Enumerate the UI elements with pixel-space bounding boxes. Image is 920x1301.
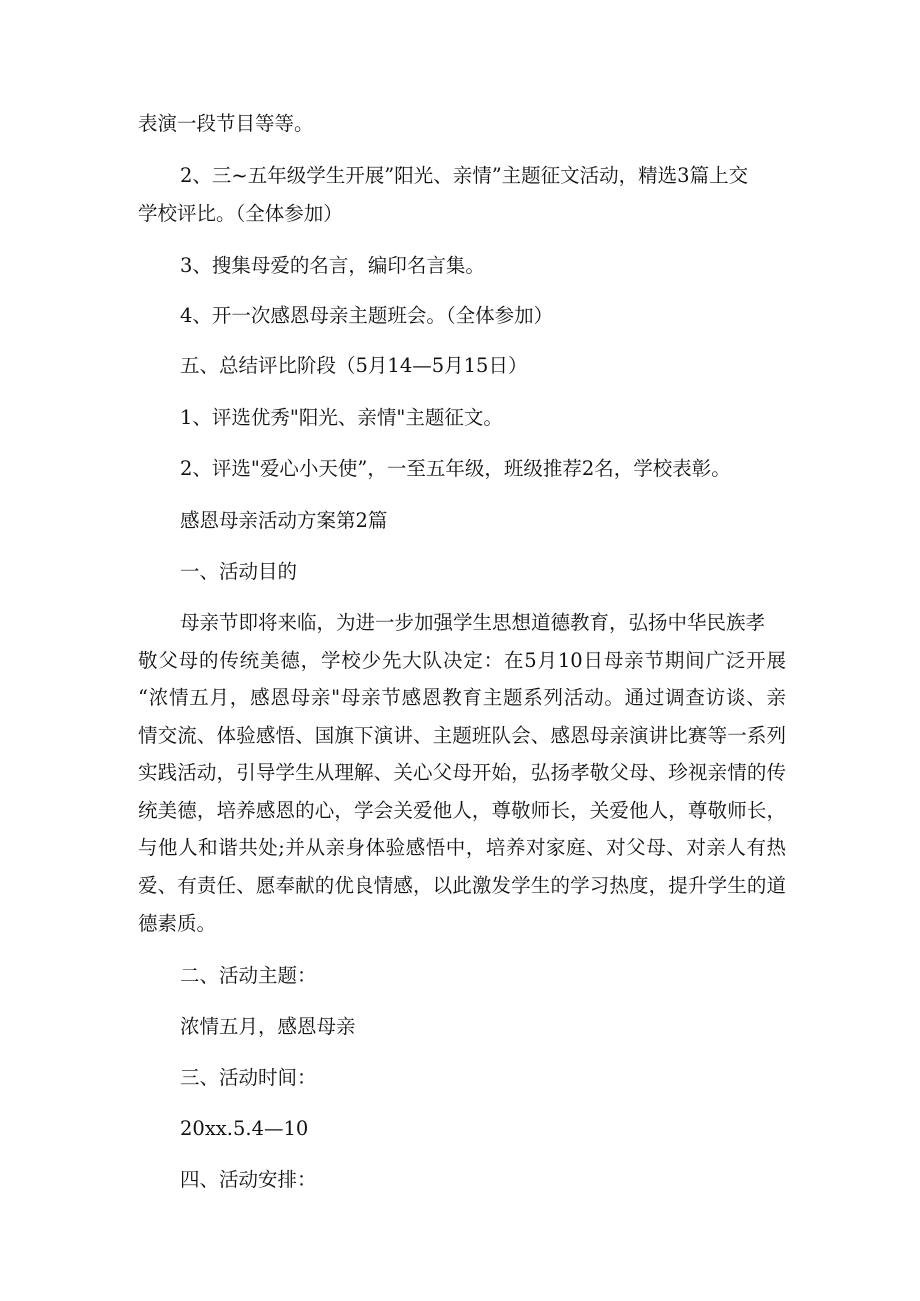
paragraph-line: 爱、有责任、愿奉献的优良情感，以此激发学生的学习热度，提升学生的道 — [138, 874, 786, 897]
section-heading: 二、活动主题： — [180, 964, 317, 987]
paragraph-line: 统美德，培养感恩的心，学会关爱他人，尊敬师长，关爱他人，尊敬师长， — [138, 799, 786, 822]
document-title: 感恩母亲活动方案第2篇 — [180, 509, 388, 532]
paragraph-line: 2、三~五年级学生开展”阳光、亲情”主题征文活动，精选3篇上交 — [180, 164, 749, 187]
paragraph-line: 4、开一次感恩母亲主题班会。（全体参加） — [180, 304, 554, 327]
paragraph-line: 浓情五月，感恩母亲 — [180, 1015, 356, 1038]
paragraph-line: 1、评选优秀"阳光、亲情"主题征文。 — [180, 406, 503, 429]
paragraph-line: 表演一段节目等等。 — [138, 112, 314, 135]
paragraph-line: 20xx.5.4—10 — [180, 1117, 309, 1140]
paragraph-line: 敬父母的传统美德，学校少先大队决定：在5月10日母亲节期间广泛开展 — [138, 649, 786, 672]
paragraph-line: 情交流、体验感悟、国旗下演讲、主题班队会、感恩母亲演讲比赛等一系列 — [138, 724, 786, 747]
paragraph-line: 3、搜集母爱的名言，编印名言集。 — [180, 254, 485, 277]
paragraph-line: 2、评选"爱心小天使”，一至五年级，班级推荐2名，学校表彰。 — [180, 457, 731, 480]
section-heading: 四、活动安排： — [180, 1168, 317, 1191]
section-heading: 五、总结评比阶段（5月14—5月15日） — [180, 354, 528, 377]
paragraph-line: 母亲节即将来临，为进一步加强学生思想道德教育，弘扬中华民族孝 — [180, 611, 766, 634]
paragraph-line: 德素质。 — [138, 912, 217, 935]
paragraph-line: “浓情五月，感恩母亲"母亲节感恩教育主题系列活动。通过调查访谈、亲 — [138, 686, 786, 709]
section-heading: 一、活动目的 — [180, 560, 298, 583]
paragraph-line: 实践活动，引导学生从理解、关心父母开始，弘扬孝敬父母、珍视亲情的传 — [138, 761, 786, 784]
section-heading: 三、活动时间： — [180, 1066, 317, 1089]
paragraph-line: 与他人和谐共处;并从亲身体验感悟中，培养对家庭、对父母、对亲人有热 — [138, 836, 786, 859]
paragraph-line: 学校评比。（全体参加） — [138, 202, 343, 225]
